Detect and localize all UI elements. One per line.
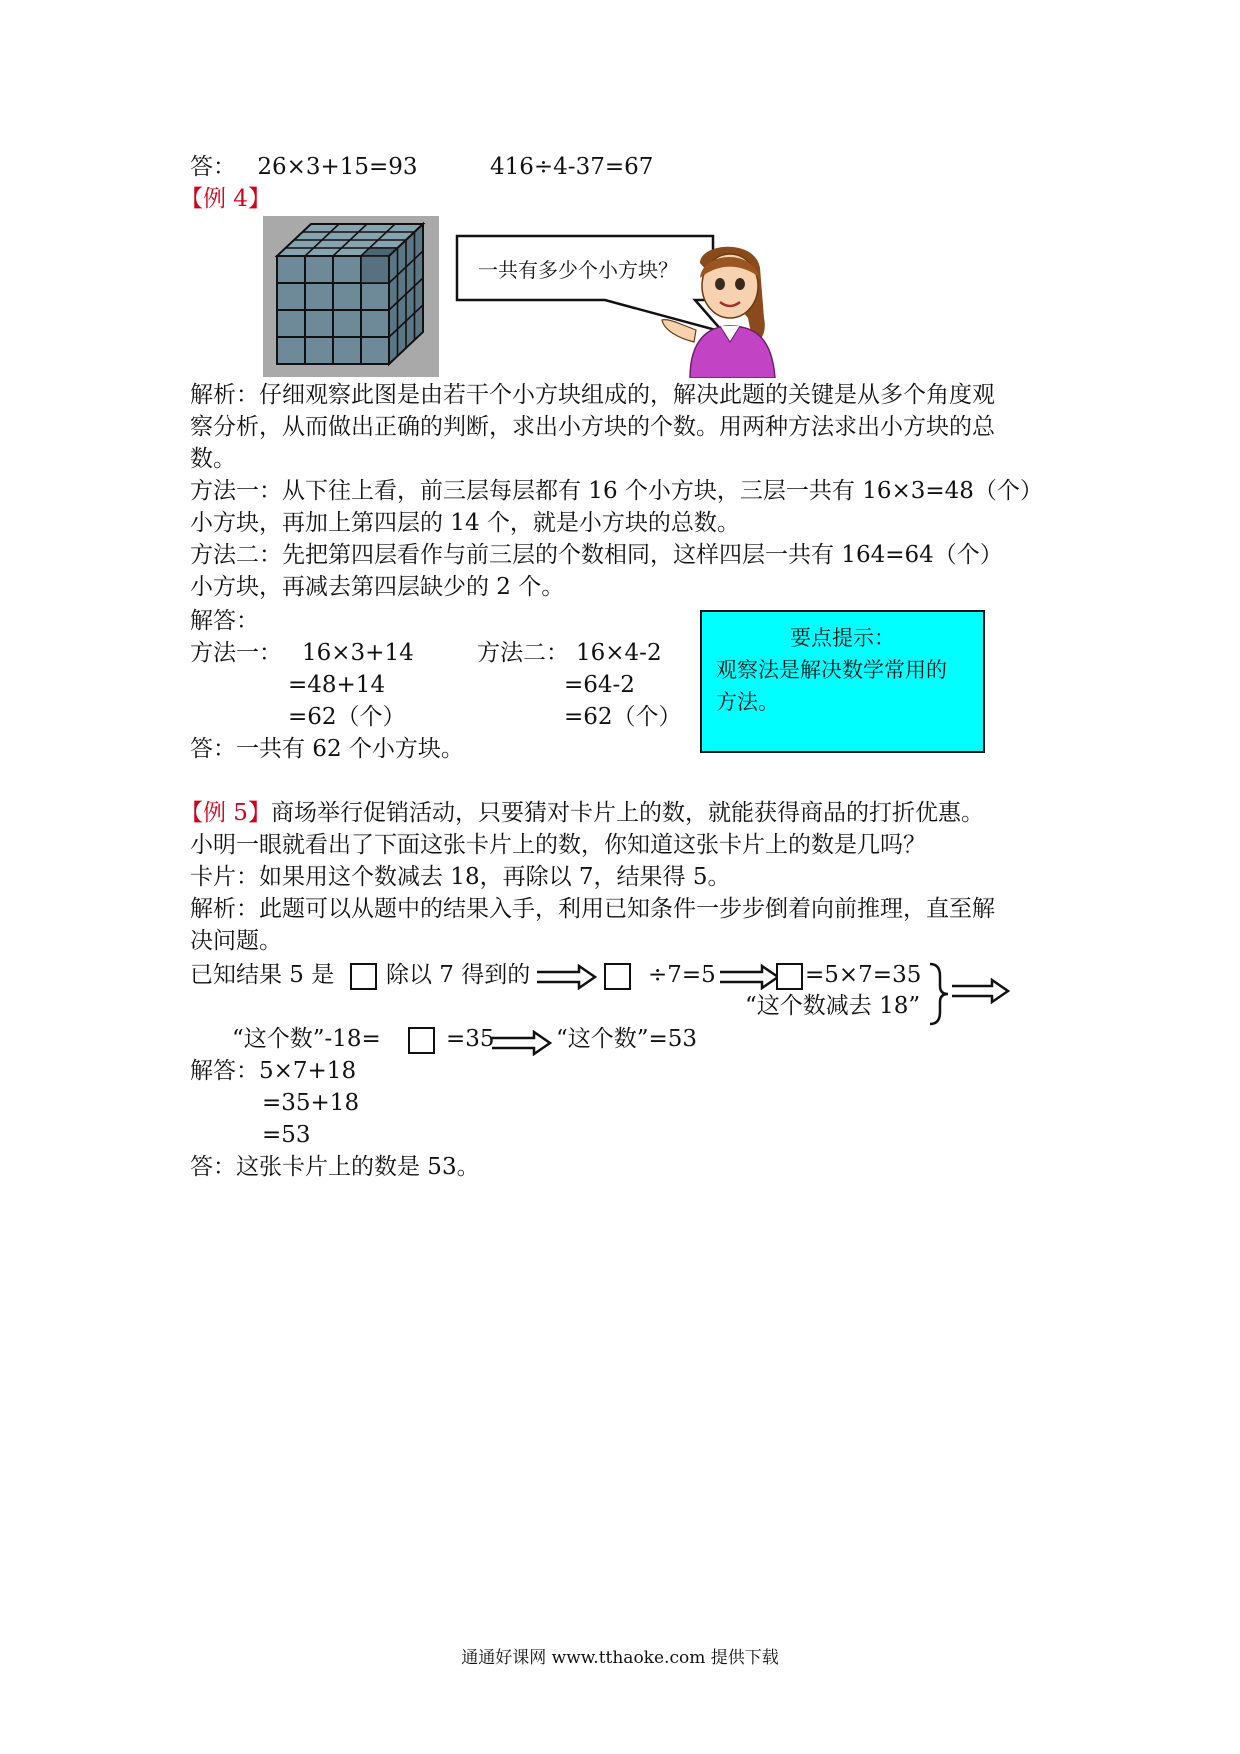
analysis-4-line-1: 解析：仔细观察此图是由若干个小方块组成的，解决此题的关键是从多个角度观 [190,382,995,408]
example-5-question-1: 商场举行促销活动，只要猜对卡片上的数，就能获得商品的打折优惠。 [270,800,984,826]
analysis-4-line-2: 察分析，从而做出正确的判断，求出小方块的个数。用两种方法求出小方块的总 [190,414,995,440]
example-5-card: 卡片：如果用这个数减去 18，再除以 7，结果得 5。 [190,864,731,890]
expr-2: 416÷4-37=67 [490,154,654,180]
example-5-question-2: 小明一眼就看出了下面这张卡片上的数，你知道这张卡片上的数是几吗？ [190,832,926,858]
solve-5-answer: 答：这张卡片上的数是 53。 [190,1154,480,1180]
solve-5-step-3: =53 [262,1122,311,1148]
method-1-line-2: 小方块，再加上第四层的 14 个，就是小方块的总数。 [190,510,740,536]
tip-box [700,610,985,753]
solve-4-m1-step-3: =62（个） [288,704,406,730]
bubble-text: 一共有多少个小方块？ [478,258,678,282]
solve-4-m1-step-1: 16×3+14 [302,640,414,666]
answer-label: 答： [190,154,236,180]
expr-1: 26×3+15=93 [257,154,418,180]
example-5-tag: 【例 5】 [180,800,271,826]
blank-box-3 [776,963,803,990]
example-5-analysis-1: 解析：此题可以从题中的结果入手，利用已知条件一步步倒着向前推理，直至解 [190,896,995,922]
analysis-4-line-3: 数。 [190,446,236,472]
solve-4-answer: 答：一共有 62 个小方块。 [190,736,464,762]
blank-box-1 [350,963,377,990]
method-2-line-2: 小方块，再减去第四层缺少的 2 个。 [190,574,565,600]
double-arrow-3 [490,1030,552,1056]
flow-text-3: ÷7=5 [648,962,716,988]
tip-body: 观察法是解决数学常用的方法。 [716,658,947,714]
blank-box-2 [604,963,631,990]
example-5-line-1 [180,798,984,828]
solve-4-m2-step-3: =62（个） [564,704,682,730]
flow-text-2: 除以 7 得到的 [386,962,531,988]
method-1-line-1: 方法一：从下往上看，前三层每层都有 16 个小方块，三层一共有 16×3=48（个） [190,478,1043,504]
flow-text-4: =5×7=35 [805,962,922,988]
solve-5-step-1: 解答：5×7+18 [190,1058,357,1084]
flow-text-7: =35 [446,1026,495,1052]
solve-4-m1-step-2: =48+14 [288,672,386,698]
blank-box-4 [408,1027,435,1054]
solve-5-step-2: =35+18 [262,1090,360,1116]
tip-title: 要点提示： [790,626,895,650]
solve-4-title: 解答： [190,608,259,634]
cube-illustration [263,216,439,377]
flow-text-1: 已知结果 5 是 [190,962,335,988]
brace-arrow [928,962,1012,1026]
solve-4-method-2-label: 方法二： [477,640,569,666]
solve-4-m2-step-2: =64-2 [564,672,635,698]
footer: 通通好课网 www.tthaoke.com 提供下载 [461,1648,779,1668]
solve-4-method-1-label: 方法一： [190,640,282,666]
double-arrow-2 [718,964,780,990]
solve-4-m2-step-1: 16×4-2 [576,640,662,666]
flow-text-6: “这个数”-18= [232,1026,381,1052]
flow-text-8: “这个数”=53 [556,1026,698,1052]
flow-text-5: “这个数减去 18” [745,993,921,1019]
example-4-tag: 【例 4】 [180,186,271,212]
double-arrow-1 [535,964,597,990]
method-2-line-1: 方法二：先把第四层看作与前三层的个数相同，这样四层一共有 164=64（个） [190,542,1003,568]
girl-illustration [660,238,785,378]
example-5-analysis-2: 决问题。 [190,928,282,954]
answer-line-prev [190,152,654,182]
